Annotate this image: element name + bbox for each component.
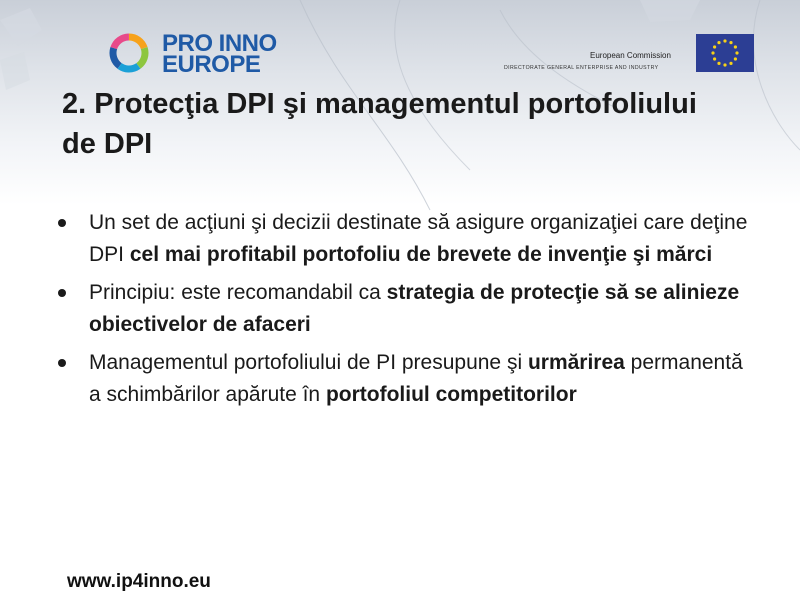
bullet-list <box>58 207 758 417</box>
bullet-text: Managementul portofoliului de PI presupune şi <box>89 351 528 374</box>
footer-url[interactable]: www.ip4inno.eu <box>67 571 211 592</box>
bullet-icon <box>58 289 66 297</box>
bullet-item <box>58 347 758 411</box>
bullet-text: Un set de acţiuni şi decizii destinate să asigure organizaţiei care deţine DPI <box>89 211 748 266</box>
bullet-item <box>58 207 758 271</box>
bullet-bold-text: urmărirea <box>527 351 625 374</box>
logo-text-line1: PRO INNO <box>162 30 277 57</box>
bullet-bold-text: strategia de protecţie să se alinieze obiectivelor de afaceri <box>89 281 740 336</box>
bullet-bold-text: portofoliul competitorilor <box>325 383 577 406</box>
bullet-text: Principiu: este recomandabil ca <box>89 281 387 304</box>
pro-inno-europe-logo <box>104 28 294 80</box>
ec-name: European Commission <box>590 51 671 60</box>
eu-flag-icon <box>696 34 754 72</box>
bullet-icon <box>58 219 66 227</box>
bullet-item <box>58 277 758 341</box>
european-commission-logo <box>504 40 758 72</box>
slide-title: 2. Protecţia DPI şi managementul portofoliului de DPI <box>62 88 697 160</box>
bullet-text: permanentă a schimbărilor apărute în <box>89 351 743 406</box>
bullet-bold-text: cel mai profitabil portofoliu de brevete de invenţie şi mărci <box>129 243 713 266</box>
bullet-icon <box>58 359 66 367</box>
ec-directorate: DIRECTORATE GENERAL ENTERPRISE AND INDUSTRY <box>504 65 659 71</box>
logo-text-line2: EUROPE <box>162 51 261 78</box>
pro-inno-europe-logo-icon <box>104 28 154 78</box>
